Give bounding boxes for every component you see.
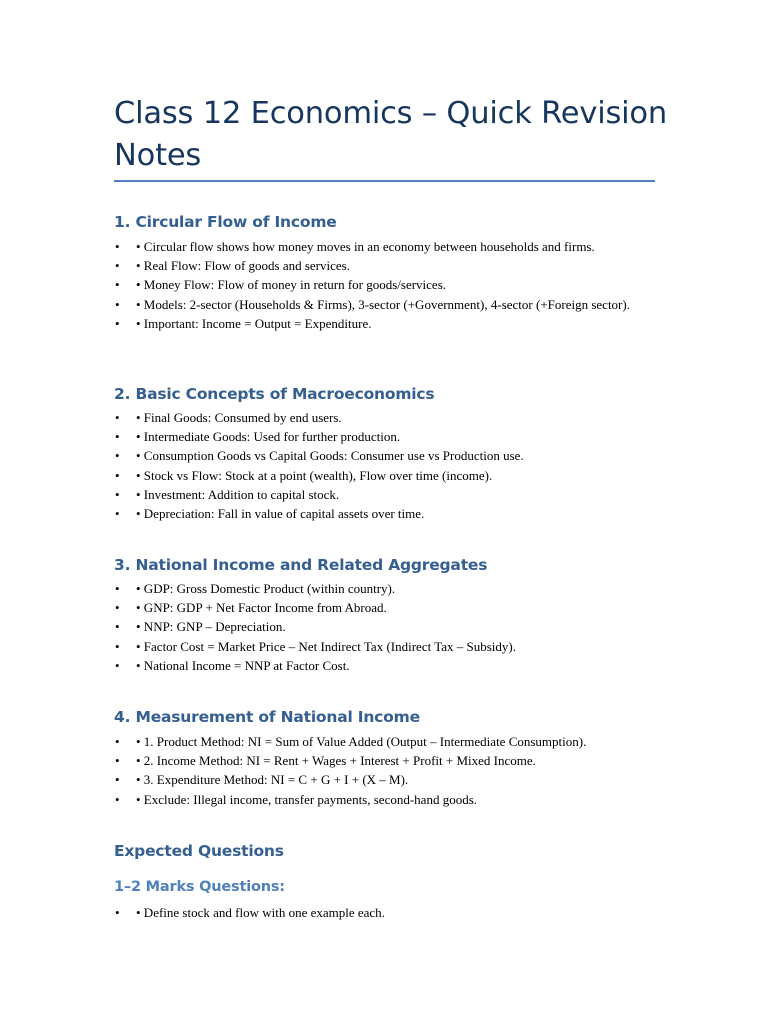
list-item: • • Money Flow: Flow of money in return for goods/services. (114, 275, 654, 294)
list-item: • • Models: 2-sector (Households & Firms), 3-sector (+Government), 4-sector (+Foreign sector). (114, 295, 654, 314)
list-item: • • 1. Product Method: NI = Sum of Value Added (Output – Intermediate Consumption). (114, 732, 654, 751)
list-item: • • Final Goods: Consumed by end users. (114, 408, 654, 427)
list-item: • • GDP: Gross Domestic Product (within country). (114, 579, 654, 598)
section-list-circular-flow (114, 237, 654, 333)
list-item: • • 2. Income Method: NI = Rent + Wages + Interest + Profit + Mixed Income. (114, 751, 654, 770)
list-item: • • Investment: Addition to capital stock. (114, 485, 654, 504)
section-list-basic-concepts (114, 408, 654, 523)
list-item: • • Factor Cost = Market Price – Net Indirect Tax (Indirect Tax – Subsidy). (114, 637, 654, 656)
bullet-icon: • (115, 315, 120, 331)
bullet-icon: • (115, 258, 120, 274)
list-item: • • Real Flow: Flow of goods and services. (114, 256, 654, 275)
bullet-icon: • (115, 905, 120, 920)
list-item: • • Stock vs Flow: Stock at a point (wealth), Flow over time (income). (114, 466, 654, 485)
bullet-icon: • (115, 753, 120, 769)
section-heading-circular-flow: 1. Circular Flow of Income (114, 213, 337, 231)
list-item: • • NNP: GNP – Depreciation. (114, 617, 654, 636)
bullet-icon: • (115, 410, 120, 425)
bullet-icon: • (115, 296, 120, 312)
section-list-measurement (114, 732, 654, 809)
list-item: • • Circular flow shows how money moves in an economy between households and firms. (114, 237, 654, 256)
section-heading-measurement: 4. Measurement of National Income (114, 708, 420, 726)
section-list-national-income (114, 579, 654, 675)
section-heading-basic-concepts: 2. Basic Concepts of Macroeconomics (114, 385, 435, 403)
bullet-icon: • (115, 772, 120, 788)
list-item: • • 3. Expenditure Method: NI = C + G + I + (X – M). (114, 770, 654, 789)
list-item: • • National Income = NNP at Factor Cost. (114, 656, 654, 675)
list-item: • • GNP: GDP + Net Factor Income from Abroad. (114, 598, 654, 617)
list-item: • • Define stock and flow with one example each. (114, 903, 654, 922)
bullet-icon: • (115, 239, 120, 254)
document-title: Class 12 Economics – Quick Revision Notes (114, 96, 668, 173)
bullet-icon: • (115, 791, 120, 807)
bullet-icon: • (115, 581, 120, 596)
bullet-icon: • (115, 486, 120, 502)
list-item: • • Exclude: Illegal income, transfer payments, second-hand goods. (114, 790, 654, 809)
bullet-icon: • (115, 734, 120, 749)
bullet-icon: • (115, 619, 120, 635)
bullet-icon: • (115, 467, 120, 483)
bullet-icon: • (115, 277, 120, 293)
bullet-icon: • (115, 638, 120, 654)
list-item: • • Important: Income = Output = Expenditure. (114, 314, 654, 333)
expected-questions-list (114, 903, 654, 922)
bullet-icon: • (115, 657, 120, 673)
list-item: • • Intermediate Goods: Used for further production. (114, 427, 654, 446)
bullet-icon: • (115, 506, 120, 522)
expected-questions-heading: Expected Questions (114, 842, 284, 860)
marks-questions-subheading: 1–2 Marks Questions: (114, 879, 285, 895)
list-item: • • Consumption Goods vs Capital Goods: Consumer use vs Production use. (114, 446, 654, 465)
list-item: • • Depreciation: Fall in value of capital assets over time. (114, 504, 654, 523)
bullet-icon: • (115, 448, 120, 464)
bullet-icon: • (115, 429, 120, 445)
section-heading-national-income: 3. National Income and Related Aggregates (114, 556, 488, 574)
title-underline (114, 180, 655, 182)
bullet-icon: • (115, 600, 120, 616)
